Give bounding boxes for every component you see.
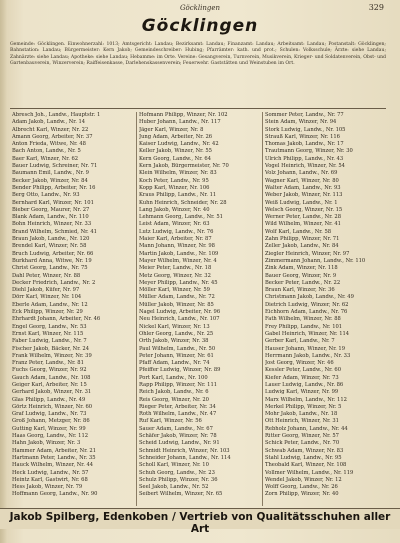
resident-entry: Herrmann Jakob, Landw., Nr. 33 xyxy=(265,352,351,359)
resident-entry: Jung Adam, Arbeiter, Nr. 26 xyxy=(139,133,213,140)
resident-entry: Weiß Ludwig, Landw., Nr. 1 xyxy=(265,199,338,206)
resident-entry: Heck Ludwig, Landw., Nr. 57 xyxy=(12,469,89,476)
resident-entry: Christ Georg, Landw., Nr. 75 xyxy=(12,265,88,272)
resident-entry: Rebholz Johann, Landw., Nr. 44 xyxy=(265,425,348,432)
resident-entry: Decker Friedrich, Landw., Nr. 2 xyxy=(12,279,96,286)
page-number: 329 xyxy=(368,3,384,12)
resident-entry: Ritter Georg, Winzer, Nr. 57 xyxy=(265,433,339,440)
resident-entry: Braun Karl, Winzer, Nr. 36 xyxy=(265,287,335,294)
resident-entry: Seel Jakob, Landw., Nr. 52 xyxy=(139,484,209,491)
resident-entry: Trautmann Georg, Winzer, Nr. 30 xyxy=(265,148,353,155)
resident-entry: Reich Jakob, Landw., Nr. 6 xyxy=(139,389,209,396)
resident-entry: Kern Georg, Landw., Nr. 64 xyxy=(139,155,212,162)
resident-entry: Zeller Jakob, Landw., Nr. 84 xyxy=(265,243,339,250)
resident-entry: Bauer Georg, Winzer, Nr. 9 xyxy=(265,272,337,279)
resident-entry: Stein Adam, Winzer, Nr. 94 xyxy=(265,119,337,126)
resident-entry: Kern Jakob, Bürgermeister, Nr. 70 xyxy=(139,163,229,170)
resident-entry: Schmidt Heinrich, Winzer, Nr. 103 xyxy=(139,447,230,454)
resident-entry: Bruch Ludwig, Arbeiter, Nr. 66 xyxy=(12,250,94,257)
resident-entry: Blank Adam, Landw., Nr. 110 xyxy=(12,214,89,221)
resident-entry: Müller Jakob, Winzer, Nr. 85 xyxy=(139,301,214,308)
resident-entry: Keller Jakob, Winzer, Nr. 55 xyxy=(139,148,212,155)
resident-entry: Hartmann Peter, Landw., Nr. 35 xyxy=(12,454,96,461)
resident-entry: Fuchs Georg, Winzer, Nr. 92 xyxy=(12,367,87,374)
resident-entry: Weber Jakob, Winzer, Nr. 113 xyxy=(265,192,343,199)
resident-entry: Engel Georg, Landw., Nr. 53 xyxy=(12,323,87,330)
resident-entry: Brand Wilhelm, Schmied, Nr. 41 xyxy=(12,228,97,235)
resident-entry: Meyer Philipp, Landw., Nr. 45 xyxy=(139,279,218,286)
resident-entry: Hess Jakob, Winzer, Nr. 79 xyxy=(12,484,83,491)
resident-entry: Schäfer Jakob, Winzer, Nr. 78 xyxy=(139,433,217,440)
resident-entry: Ulrich Philipp, Landw., Nr. 43 xyxy=(265,155,344,162)
resident-entry: Merkel Philipp, Winzer, Nr. 5 xyxy=(265,403,342,410)
resident-column-1 xyxy=(10,112,136,506)
resident-entry: Koch Peter, Landw., Nr. 95 xyxy=(139,177,209,184)
resident-entry: Stahl Ludwig, Landw., Nr. 95 xyxy=(265,454,342,461)
resident-entry: Volz Johann, Landw., Nr. 69 xyxy=(265,170,338,177)
resident-entry: Rieger Peter, Arbeiter, Nr. 34 xyxy=(139,403,216,410)
resident-entry: Möller Karl, Winzer, Nr. 59 xyxy=(139,287,210,294)
resident-entry: Strauß Karl, Winzer, Nr. 116 xyxy=(265,133,340,140)
resident-entry: Bauer Ludwig, Schreiner, Nr. 71 xyxy=(12,163,98,170)
resident-entry: Frank Wilhelm, Winzer, Nr. 39 xyxy=(12,352,92,359)
resident-entry: Anton Frieda, Witwe, Nr. 48 xyxy=(12,141,86,148)
resident-entry: Hauser Johann, Winzer, Nr. 19 xyxy=(265,345,346,352)
resident-entry: Adam Jakob, Landw., Nr. 14 xyxy=(12,119,86,126)
resident-entry: Gerber Karl, Landw., Nr. 7 xyxy=(265,338,335,345)
resident-entry: Mann Johann, Winzer, Nr. 98 xyxy=(139,243,215,250)
resident-entry: Leist Adam, Winzer, Nr. 63 xyxy=(139,221,210,228)
resident-entry: Schwab Adam, Winzer, Nr. 83 xyxy=(265,447,344,454)
resident-entry: Groß Johann, Metzger, Nr. 86 xyxy=(12,418,90,425)
resident-entry: Fischer Jakob, Bäcker, Nr. 24 xyxy=(12,345,89,352)
resident-entry: Dörr Karl, Winzer, Nr. 104 xyxy=(12,294,82,301)
resident-entry: Bohn Heinrich, Winzer, Nr. 33 xyxy=(12,221,92,228)
resident-entry: Gauch Adam, Landw., Nr. 108 xyxy=(12,374,91,381)
resident-entry: Schick Peter, Landw., Nr. 70 xyxy=(265,440,340,447)
resident-entry: Pfeiffer Ludwig, Winzer, Nr. 89 xyxy=(139,367,221,374)
resident-entry: Orth Jakob, Winzer, Nr. 38 xyxy=(139,338,209,345)
section-divider xyxy=(10,108,386,109)
resident-entry: Stork Ludwig, Landw., Nr. 105 xyxy=(265,126,346,133)
resident-entry: Marx Wilhelm, Landw., Nr. 112 xyxy=(265,396,347,403)
resident-entry: Sommer Peter, Landw., Nr. 77 xyxy=(265,112,344,118)
resident-entry: Burkhard Anna, Witwe, Nr. 19 xyxy=(12,257,92,264)
resident-entry: Wolff Georg, Landw., Nr. 26 xyxy=(265,484,338,491)
resident-entry: Glas Philipp, Landw., Nr. 49 xyxy=(12,396,86,403)
resident-entry: Ott Heinrich, Winzer, Nr. 31 xyxy=(265,418,339,425)
resident-entry: Zorn Philipp, Winzer, Nr. 40 xyxy=(265,491,339,498)
resident-entry: Müller Adam, Landw., Nr. 72 xyxy=(139,294,215,301)
resident-entry: Franz Peter, Landw., Nr. 81 xyxy=(12,360,84,367)
resident-entry: Ernst Karl, Winzer, Nr. 115 xyxy=(12,330,84,337)
resident-entry: Eichhorn Adam, Landw., Nr. 76 xyxy=(265,309,348,316)
resident-entry: Dietrich Ludwig, Winzer, Nr. 62 xyxy=(265,301,349,308)
resident-column-2 xyxy=(136,112,262,506)
resident-entry: Seibert Wilhelm, Winzer, Nr. 65 xyxy=(139,491,223,498)
resident-entry: Becker Peter, Landw., Nr. 22 xyxy=(265,279,341,286)
resident-entry: Nagel Ludwig, Arbeiter, Nr. 96 xyxy=(139,309,221,316)
resident-entry: Neu Heinrich, Landw., Nr. 107 xyxy=(139,316,220,323)
resident-entry: Werner Peter, Landw., Nr. 28 xyxy=(265,214,342,221)
resident-entry: Martin Jakob, Landw., Nr. 109 xyxy=(139,250,219,257)
resident-entry: Nickel Karl, Winzer, Nr. 13 xyxy=(139,323,210,330)
resident-entry: Berg Otto, Landw., Nr. 93 xyxy=(12,192,80,199)
resident-entry: Bender Philipp, Arbeiter, Nr. 16 xyxy=(12,184,96,191)
resident-entry: Graf Ludwig, Landw., Nr. 73 xyxy=(12,411,87,418)
resident-entry: Walter Adam, Landw., Nr. 93 xyxy=(265,184,341,191)
resident-entry: Frey Philipp, Landw., Nr. 101 xyxy=(265,323,343,330)
resident-entry: Sauer Adam, Landw., Nr. 67 xyxy=(139,425,213,432)
page-gutter-shadow xyxy=(0,0,7,543)
resident-entry: Schuh Georg, Landw., Nr. 23 xyxy=(139,469,215,476)
resident-entry: Meier Peter, Landw., Nr. 18 xyxy=(139,265,212,272)
page-title: Göcklingen xyxy=(141,16,259,36)
resident-entry: Maier Karl, Arbeiter, Nr. 87 xyxy=(139,236,212,243)
advertisement-text: Jakob Spilberg, Edenkoben / Vertrieb von Qualitätsschuhen aller Art xyxy=(9,511,391,535)
resident-entry: Christmann Jakob, Landw., Nr. 49 xyxy=(265,294,354,301)
resident-entry: Ludwig Karl, Winzer, Nr. 99 xyxy=(265,389,339,396)
resident-entry: Kaiser Ludwig, Landw., Nr. 42 xyxy=(139,141,219,148)
resident-entry: Abresch Joh., Landw., Hauptstr. 1 xyxy=(12,112,101,118)
resident-entry: Kraus Philipp, Landw., Nr. 11 xyxy=(139,192,217,199)
resident-entry: Brendel Karl, Winzer, Nr. 58 xyxy=(12,243,87,250)
resident-entry: Port Karl, Landw., Nr. 100 xyxy=(139,374,208,381)
resident-entry: Hauck Wilhelm, Winzer, Nr. 44 xyxy=(12,462,94,469)
resident-entry: Peter Johann, Winzer, Nr. 61 xyxy=(139,352,214,359)
resident-entry: Mayer Wilhelm, Winzer, Nr. 4 xyxy=(139,257,217,264)
resident-entry: Lauer Ludwig, Landw., Nr. 86 xyxy=(265,381,344,388)
resident-entry: Wagner Karl, Winzer, Nr. 80 xyxy=(265,177,339,184)
resident-entry: Schulz Philipp, Winzer, Nr. 36 xyxy=(139,476,218,483)
resident-entry: Baer Karl, Winzer, Nr. 62 xyxy=(12,155,79,162)
resident-entry: Paul Wilhelm, Landw., Nr. 50 xyxy=(139,345,216,352)
resident-entry: Mohr Jakob, Landw., Nr. 18 xyxy=(265,411,338,418)
resident-entry: Kuhn Heinrich, Schneider, Nr. 28 xyxy=(139,199,227,206)
resident-entry: Gabel Heinrich, Winzer, Nr. 114 xyxy=(265,330,350,337)
resident-entry: Roth Wilhelm, Landw., Nr. 47 xyxy=(139,411,217,418)
resident-entry: Ziegler Heinrich, Winzer, Nr. 97 xyxy=(265,250,350,257)
resident-entry: Zink Adam, Winzer, Nr. 118 xyxy=(265,265,338,272)
resident-entry: Eberle Adam, Landw., Nr. 12 xyxy=(12,301,88,308)
resident-entry: Ehrhardt Johann, Arbeiter, Nr. 46 xyxy=(12,316,101,323)
resident-entry: Vollmer Wilhelm, Landw., Nr. 119 xyxy=(265,469,354,476)
municipality-info-paragraph: Gemeinde: Göcklingen. Einwohnerzahl: 1013; Amtsgericht: Landau; Bezirksamt: Landau; Finanzamt: Landau; Arbeitsamt: Landau; Postanstalt: Göcklingen; Bahnstation: Landau; Bürgermeister: Kern Jakob; Gemeindeschreiber: Hubing; Pfarrämter: kath. und prot.; Schulen: Volksschule; Ärzte: siehe Landau; Zahnärzte: siehe Landau; Apotheke: siehe Landau; Hebamme: im Orte. Vereine: Gesangverein, Turnverein, Musikverein, Krieger- und Soldatenverein, Obst- und Gartenbauverein, Winzerverein; Raiffeisenkasse, Darlehenskassenverein; Feuerwehr. Gaststätten und Weinstuben im Ort. xyxy=(10,42,386,67)
resident-entry: Haas Georg, Landw., Nr. 112 xyxy=(12,433,89,440)
resident-entry: Kiefer Adam, Winzer, Nr. 73 xyxy=(265,374,339,381)
running-head: Göcklingen xyxy=(179,4,221,12)
resident-entry: Welsch Georg, Winzer, Nr. 15 xyxy=(265,206,343,213)
resident-entry: Scheid Ludwig, Landw., Nr. 91 xyxy=(139,440,220,447)
resident-entry: Lutz Ludwig, Landw., Nr. 76 xyxy=(139,228,214,235)
resident-entry: Reis Georg, Winzer, Nr. 20 xyxy=(139,396,209,403)
resident-entry: Zahn Philipp, Winzer, Nr. 71 xyxy=(265,236,340,243)
resident-entry: Schneider Johann, Landw., Nr. 114 xyxy=(139,454,231,461)
resident-entry: Theobald Karl, Winzer, Nr. 108 xyxy=(265,462,347,469)
resident-entry: Hoffmann Georg, Landw., Nr. 90 xyxy=(12,491,98,498)
resident-entry: Diehl Jakob, Küfer, Nr. 97 xyxy=(12,287,80,294)
resident-entry: Jost Georg, Winzer, Nr. 46 xyxy=(265,360,334,367)
resident-entry: Wild Wilhelm, Winzer, Nr. 41 xyxy=(265,221,341,228)
resident-entry: Bieber Georg, Maurer, Nr. 27 xyxy=(12,206,90,213)
resident-entry: Pfaff Adam, Landw., Nr. 74 xyxy=(139,360,210,367)
resident-entry: Jäger Karl, Winzer, Nr. 8 xyxy=(139,126,204,133)
resident-entry: Metz Georg, Winzer, Nr. 32 xyxy=(139,272,211,279)
resident-entry: Dahl Peter, Winzer, Nr. 88 xyxy=(12,272,81,279)
resident-entry: Kopp Karl, Winzer, Nr. 106 xyxy=(139,184,210,191)
resident-entry: Hofmann Philipp, Winzer, Nr. 102 xyxy=(139,112,228,118)
resident-entry: Hammer Adam, Arbeiter, Nr. 21 xyxy=(12,447,97,454)
resident-entry: Eck Philipp, Winzer, Nr. 29 xyxy=(12,309,83,316)
resident-entry: Bernhard Karl, Winzer, Nr. 101 xyxy=(12,199,94,206)
resident-entry: Amann Georg, Arbeiter, Nr. 37 xyxy=(12,133,93,140)
resident-entry: Klein Wilhelm, Winzer, Nr. 83 xyxy=(139,170,217,177)
resident-entry: Ohler Georg, Landw., Nr. 25 xyxy=(139,330,214,337)
resident-entry: Ruf Karl, Winzer, Nr. 56 xyxy=(139,418,202,425)
resident-entry: Vogel Heinrich, Winzer, Nr. 54 xyxy=(265,163,345,170)
resident-entry: Zimmermann Johann, Landw., Nr. 110 xyxy=(265,257,366,264)
resident-entry: Baumann Emil, Landw., Nr. 9 xyxy=(12,170,89,177)
resident-entry: Albrecht Karl, Winzer, Nr. 22 xyxy=(12,126,89,133)
resident-entry: Thomas Jakob, Landw., Nr. 17 xyxy=(265,141,344,148)
resident-entry: Bach Anton, Landw., Nr. 5 xyxy=(12,148,81,155)
resident-entry: Görtz Heinrich, Winzer, Nr. 60 xyxy=(12,403,93,410)
resident-entry: Faber Ludwig, Landw., Nr. 7 xyxy=(12,338,87,345)
resident-entry: Heintz Karl, Gastwirt, Nr. 68 xyxy=(12,476,88,483)
resident-entry: Fath Wilhelm, Winzer, Nr. 88 xyxy=(265,316,341,323)
resident-entry: Wolf Karl, Landw., Nr. 58 xyxy=(265,228,332,235)
resident-entry: Becker Jakob, Winzer, Nr. 84 xyxy=(12,177,88,184)
resident-list xyxy=(10,112,388,506)
resident-entry: Scholl Karl, Winzer, Nr. 10 xyxy=(139,462,209,469)
resident-entry: Gerhard Jakob, Winzer, Nr. 31 xyxy=(12,389,92,396)
resident-entry: Rapp Philipp, Winzer, Nr. 111 xyxy=(139,381,218,388)
resident-entry: Hahn Jakob, Winzer, Nr. 3 xyxy=(12,440,81,447)
resident-entry: Braun Jakob, Landw., Nr. 120 xyxy=(12,236,90,243)
resident-entry: Lehmann Georg, Landw., Nr. 51 xyxy=(139,214,223,221)
resident-column-3 xyxy=(262,112,388,506)
resident-entry: Kessler Peter, Landw., Nr. 60 xyxy=(265,367,341,374)
resident-entry: Wendel Jakob, Winzer, Nr. 12 xyxy=(265,476,342,483)
resident-entry: Geiger Karl, Arbeiter, Nr. 15 xyxy=(12,381,87,388)
resident-entry: Gutting Karl, Winzer, Nr. 99 xyxy=(12,425,86,432)
resident-entry: Lang Jakob, Winzer, Nr. 40 xyxy=(139,206,210,213)
resident-entry: Huber Johann, Landw., Nr. 117 xyxy=(139,119,221,126)
